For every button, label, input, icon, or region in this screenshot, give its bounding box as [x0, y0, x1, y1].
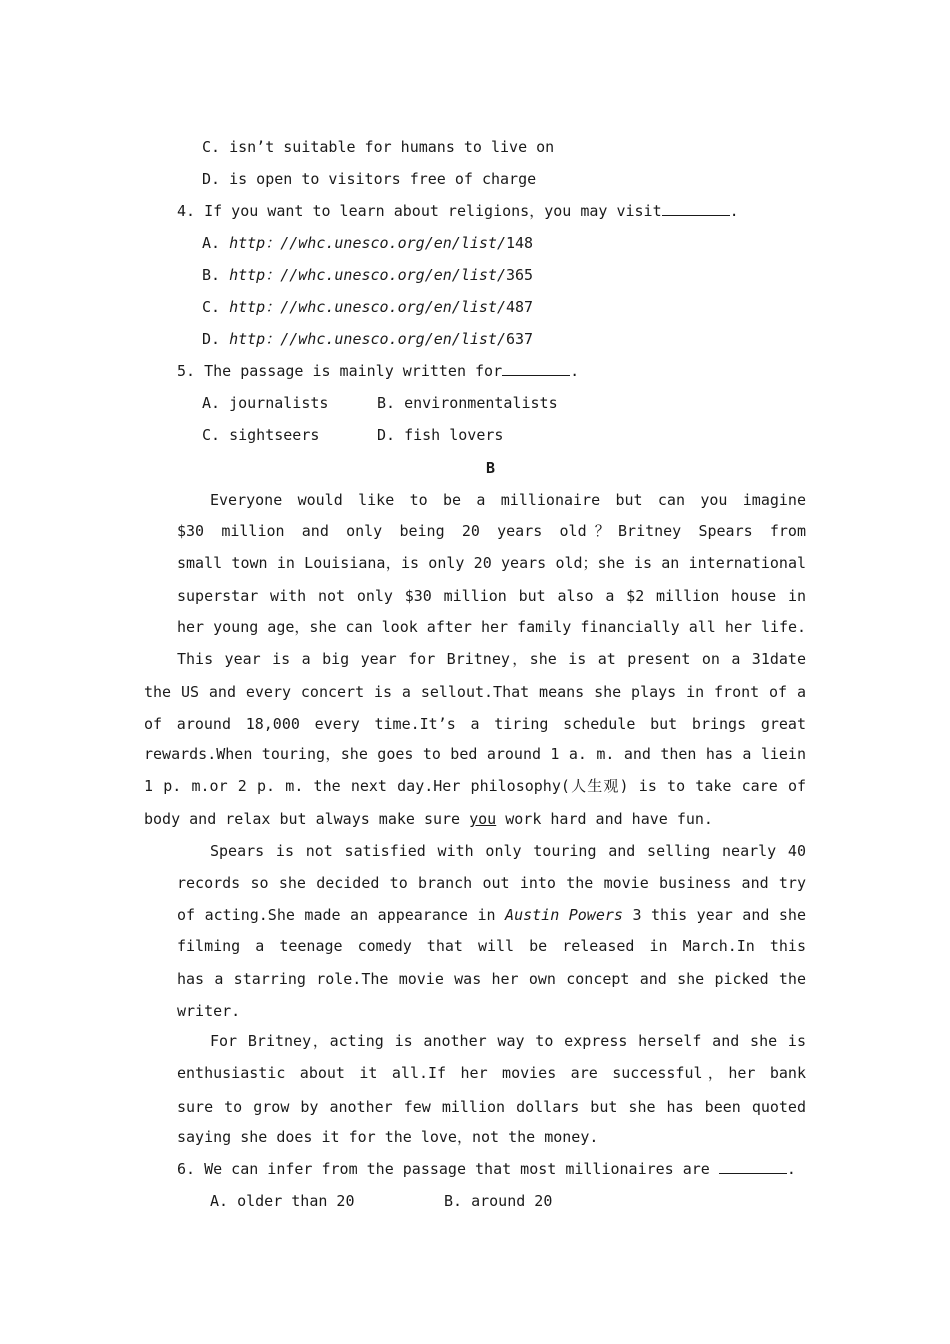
- option-url: http：//whc.unesco.org/en/list/: [229, 330, 506, 348]
- para1-line: small town in Louisiana，is only 20 years old；she is an international: [177, 554, 806, 572]
- para2-text: work hard and have fun.: [496, 810, 713, 828]
- q3-option-d: D. is open to visitors free of charge: [202, 170, 537, 188]
- para3-line: filming a teenage comedy that will be released in March.In this: [177, 937, 806, 955]
- para3-line: records so she decided to branch out into the movie business and try: [177, 874, 806, 892]
- para3-line: Spears is not satisfied with only touring and selling nearly 40: [210, 842, 806, 860]
- q4-option-d: [202, 329, 533, 349]
- para2-text: body and relax but always make sure: [144, 810, 470, 828]
- answer-blank: [502, 361, 570, 376]
- para1-line: $30 million and only being 20 years old？Britney Spears from: [177, 522, 806, 540]
- q4-stem-end: .: [729, 202, 739, 220]
- option-letter: A.: [202, 234, 230, 252]
- option-url: http：//whc.unesco.org/en/list/: [229, 266, 506, 284]
- para2-line: rewards.When touring，she goes to bed around 1 a. m. and then has a liein: [144, 745, 806, 763]
- para1-line: her young age，she can look after her family financially all her life.: [177, 618, 807, 636]
- q5-option-b: B. environmentalists: [377, 394, 558, 412]
- para4-line: enthusiastic about it all.If her movies are successful，her bank: [177, 1064, 806, 1082]
- underlined-word: you: [469, 810, 497, 828]
- para4-line: saying she does it for the love，not the money.: [177, 1128, 599, 1146]
- para4-line: For Britney，acting is another way to express herself and she is: [210, 1032, 806, 1050]
- option-letter: B.: [202, 266, 230, 284]
- q6-option-b: B. around 20: [444, 1192, 553, 1210]
- q6-option-a: A. older than 20: [210, 1192, 355, 1210]
- answer-blank: [662, 201, 730, 216]
- para3-line: writer.: [177, 1002, 241, 1020]
- q5-option-d: D. fish lovers: [377, 426, 504, 444]
- q6-stem: [177, 1159, 796, 1179]
- para3-text: 3 this year and she: [632, 906, 806, 924]
- para2-line: the US and every concert is a sellout.That means she plays in front of a: [144, 683, 806, 701]
- q5-stem-end: .: [570, 362, 580, 380]
- q5-option-c: C. sightseers: [202, 426, 320, 444]
- movie-title: Austin Powers: [505, 906, 623, 924]
- para2-line: [144, 809, 713, 829]
- q4-option-a: [202, 233, 533, 253]
- q5-stem: [177, 361, 579, 381]
- answer-blank: [719, 1159, 787, 1174]
- para2-line: of around 18,000 every time.It’s a tiring schedule but brings great: [144, 715, 806, 733]
- q4-option-b: [202, 265, 533, 285]
- para2-line: This year is a big year for Britney，she is at present on a 31date: [177, 650, 806, 668]
- q5-option-a: A. journalists: [202, 394, 329, 412]
- para1-line: Everyone would like to be a millionaire but can you imagine: [210, 491, 806, 509]
- q4-option-c: [202, 297, 533, 317]
- para3-text: of acting.She made an appearance in: [177, 906, 506, 924]
- q4-stem-text: 4. If you want to learn about religions，you may visit: [177, 202, 662, 220]
- para2-line: 1 p. m.or 2 p. m. the next day.Her philosophy(人生观) is to take care of: [144, 777, 806, 795]
- option-number: 487: [506, 298, 534, 316]
- q4-stem: [177, 201, 739, 221]
- para1-line: superstar with not only $30 million but also a $2 million house in: [177, 587, 806, 605]
- option-letter: C.: [202, 298, 230, 316]
- option-number: 365: [506, 266, 534, 284]
- option-letter: D.: [202, 330, 230, 348]
- para4-line: sure to grow by another few million dollars but she has been quoted: [177, 1098, 806, 1116]
- para3-line: has a starring role.The movie was her own concept and she picked the: [177, 970, 806, 988]
- option-number: 637: [506, 330, 534, 348]
- q3-option-c: C. isn’t suitable for humans to live on: [202, 138, 555, 156]
- option-url: http：//whc.unesco.org/en/list/: [229, 234, 506, 252]
- q6-stem-text: 6. We can infer from the passage that most millionaires are: [177, 1160, 719, 1178]
- q6-stem-end: .: [786, 1160, 796, 1178]
- option-number: 148: [506, 234, 534, 252]
- q5-stem-text: 5. The passage is mainly written for: [177, 362, 503, 380]
- option-url: http：//whc.unesco.org/en/list/: [229, 298, 506, 316]
- para3-line: [177, 905, 806, 925]
- section-heading-b: B: [486, 459, 496, 477]
